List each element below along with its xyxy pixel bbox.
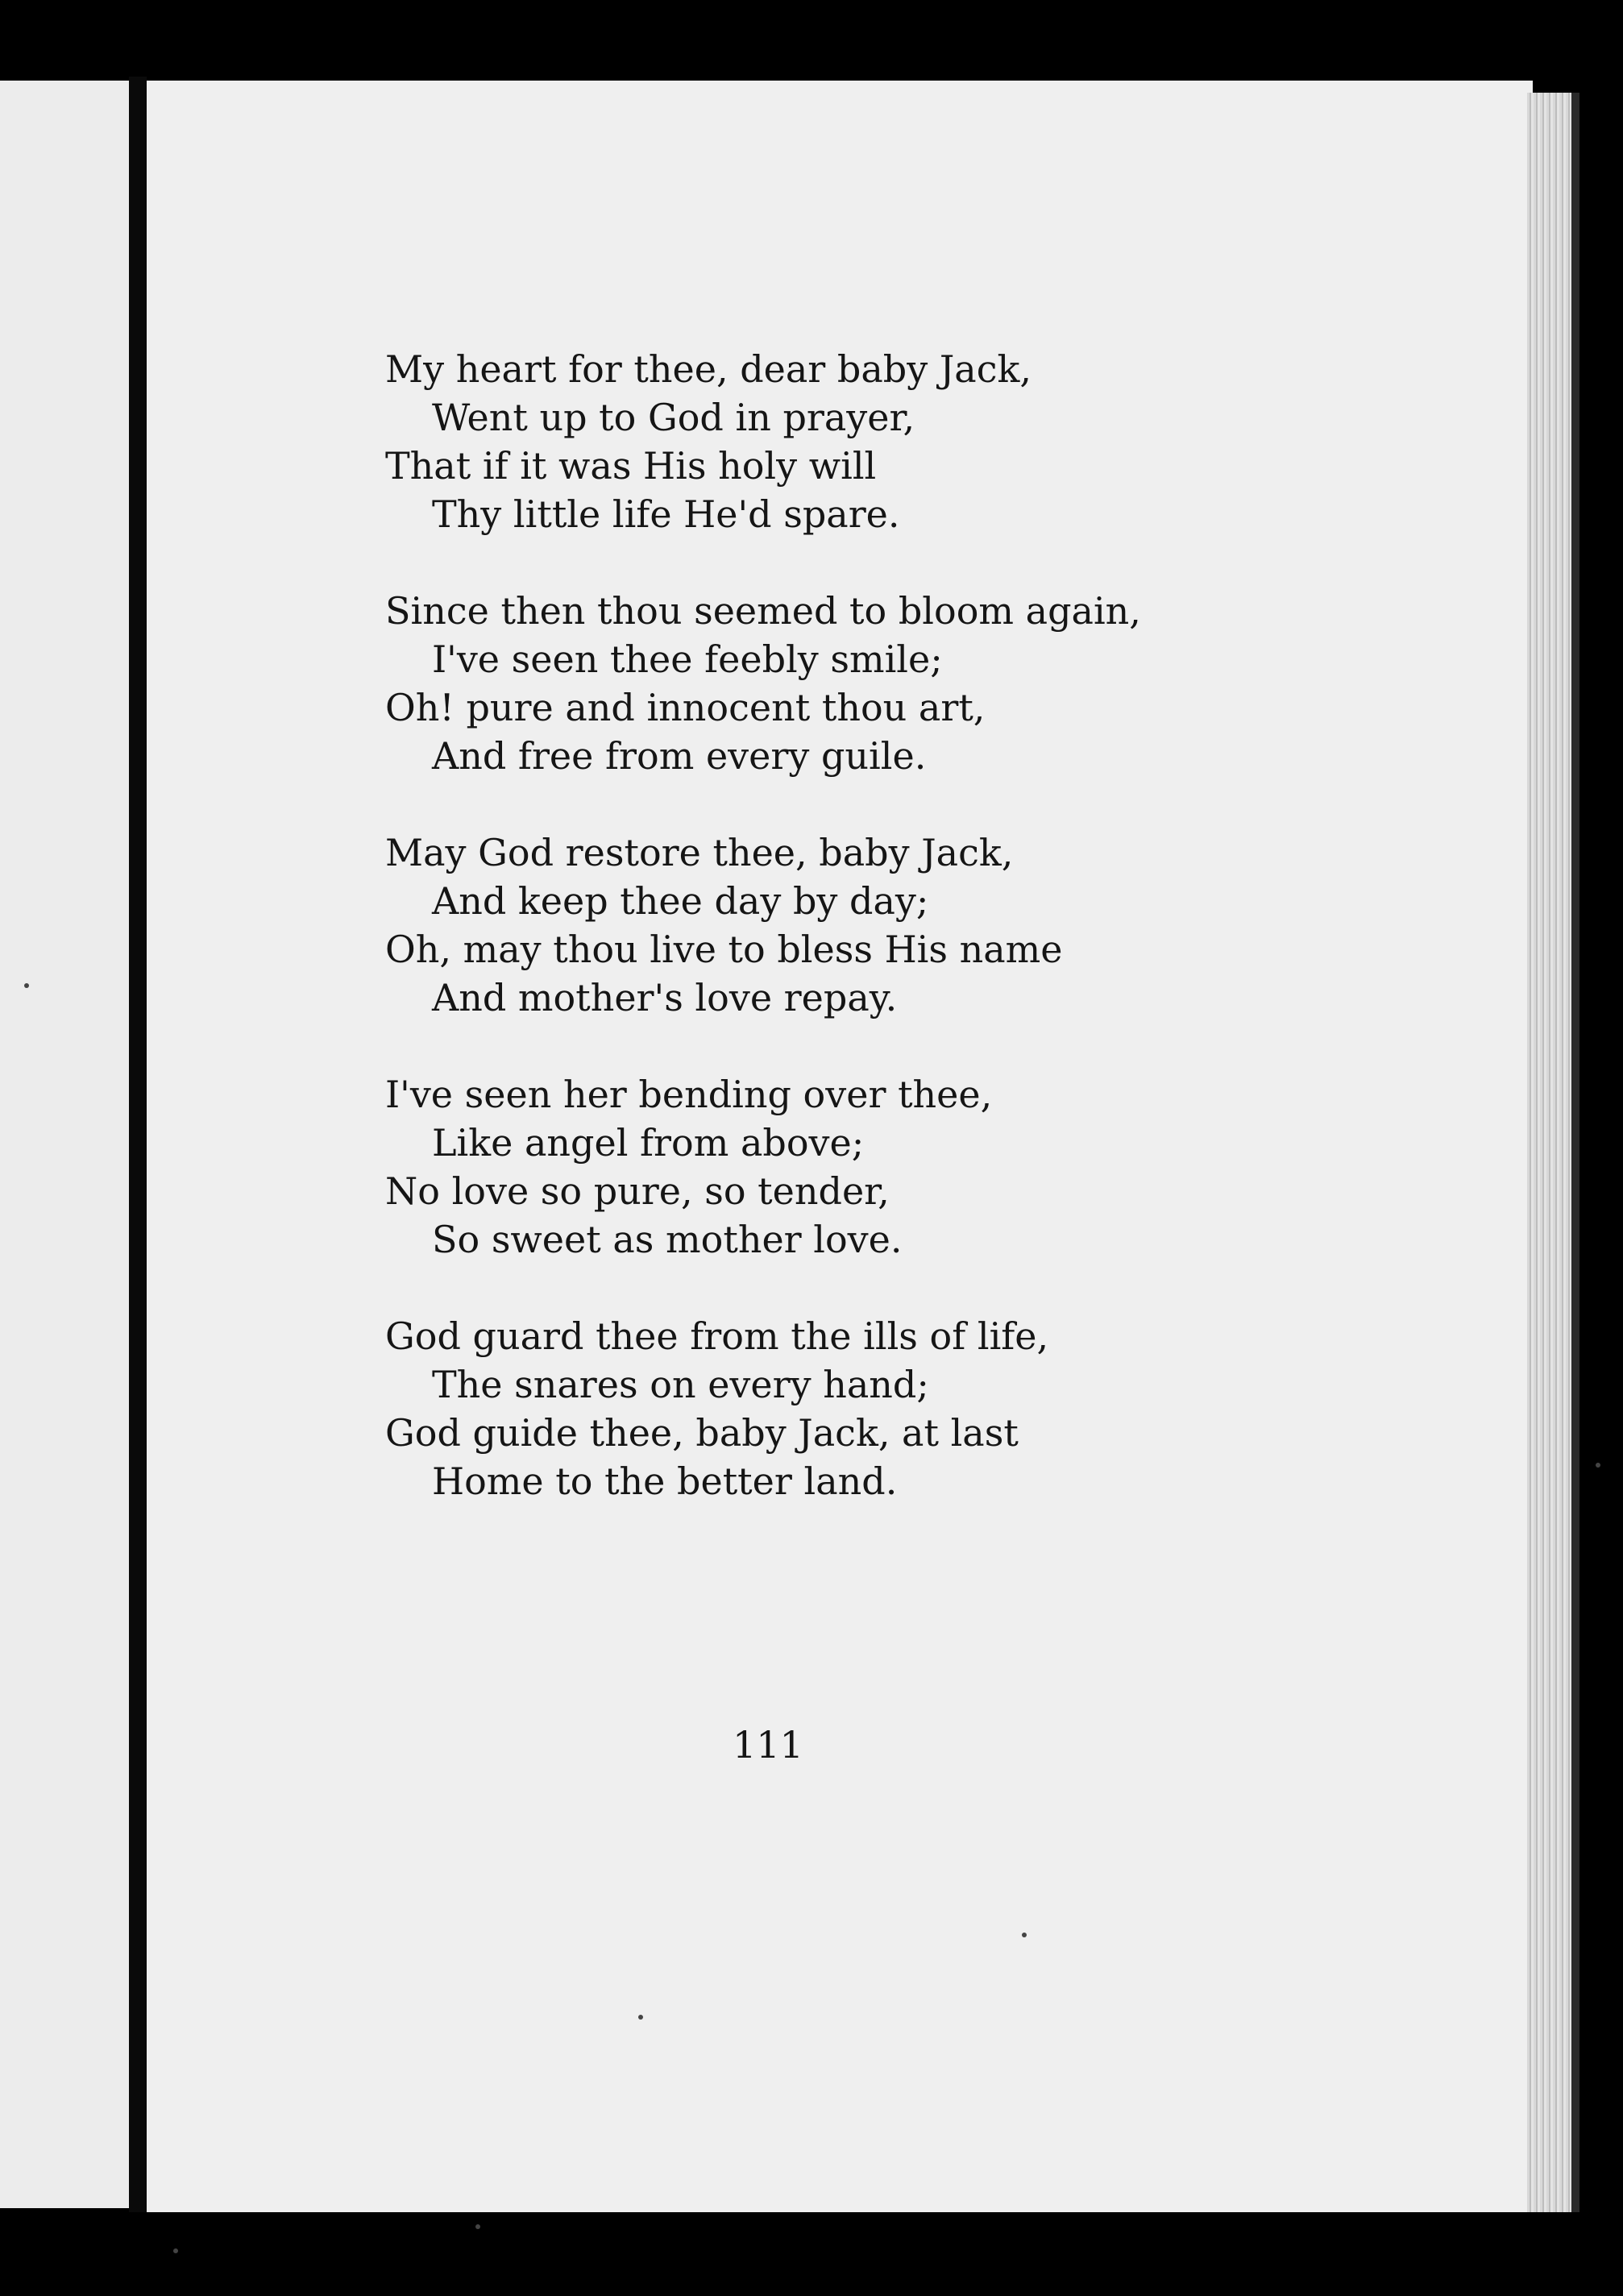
- scan-speck: [1596, 1463, 1600, 1468]
- poem-line: My heart for thee, dear baby Jack,: [385, 347, 1031, 391]
- poem-line: God guard thee from the ills of life,: [385, 1314, 1049, 1358]
- poem-body: [385, 345, 1141, 1554]
- poem-line: So sweet as mother love.: [432, 1218, 903, 1261]
- stanza-4: [385, 1070, 1141, 1264]
- stanza-5: [385, 1312, 1141, 1505]
- poem-line: I've seen thee feebly smile;: [432, 637, 943, 681]
- poem-line: Oh! pure and innocent thou art,: [385, 686, 986, 729]
- poem-line: That if it was His holy will: [385, 444, 877, 488]
- poem-line: God guide thee, baby Jack, at last: [385, 1411, 1019, 1455]
- stanza-2: [385, 587, 1141, 780]
- poem-line: No love so pure, so tender,: [385, 1169, 890, 1213]
- stanza-1: [385, 345, 1141, 538]
- left-page-edge: [0, 81, 129, 2208]
- poem-line: May God restore thee, baby Jack,: [385, 831, 1014, 874]
- page-number: 111: [733, 1723, 803, 1767]
- poem-line: Went up to God in prayer,: [432, 396, 915, 439]
- scan-speck: [475, 2224, 480, 2229]
- scan-speck: [173, 2248, 178, 2253]
- poem-line: Thy little life He'd spare.: [432, 492, 900, 536]
- poem-line: Home to the better land.: [432, 1459, 898, 1503]
- page-stack-edges: [1527, 93, 1571, 2212]
- poem-line: And free from every guile.: [432, 734, 927, 778]
- scan-speck: [24, 983, 29, 988]
- scan-speck: [638, 2015, 643, 2020]
- stanza-3: [385, 828, 1141, 1022]
- book-gutter: [129, 77, 147, 2212]
- page-edge-shadow: [1571, 93, 1579, 2212]
- poem-line: Oh, may thou live to bless His name: [385, 928, 1063, 971]
- poem-line: Since then thou seemed to bloom again,: [385, 589, 1141, 633]
- poem-line: And keep thee day by day;: [432, 879, 929, 923]
- scan-speck: [1022, 1933, 1027, 1937]
- poem-line: I've seen her bending over thee,: [385, 1073, 993, 1116]
- poem-line: Like angel from above;: [432, 1121, 865, 1165]
- poem-line: And mother's love repay.: [432, 976, 898, 1019]
- poem-line: The snares on every hand;: [432, 1363, 929, 1406]
